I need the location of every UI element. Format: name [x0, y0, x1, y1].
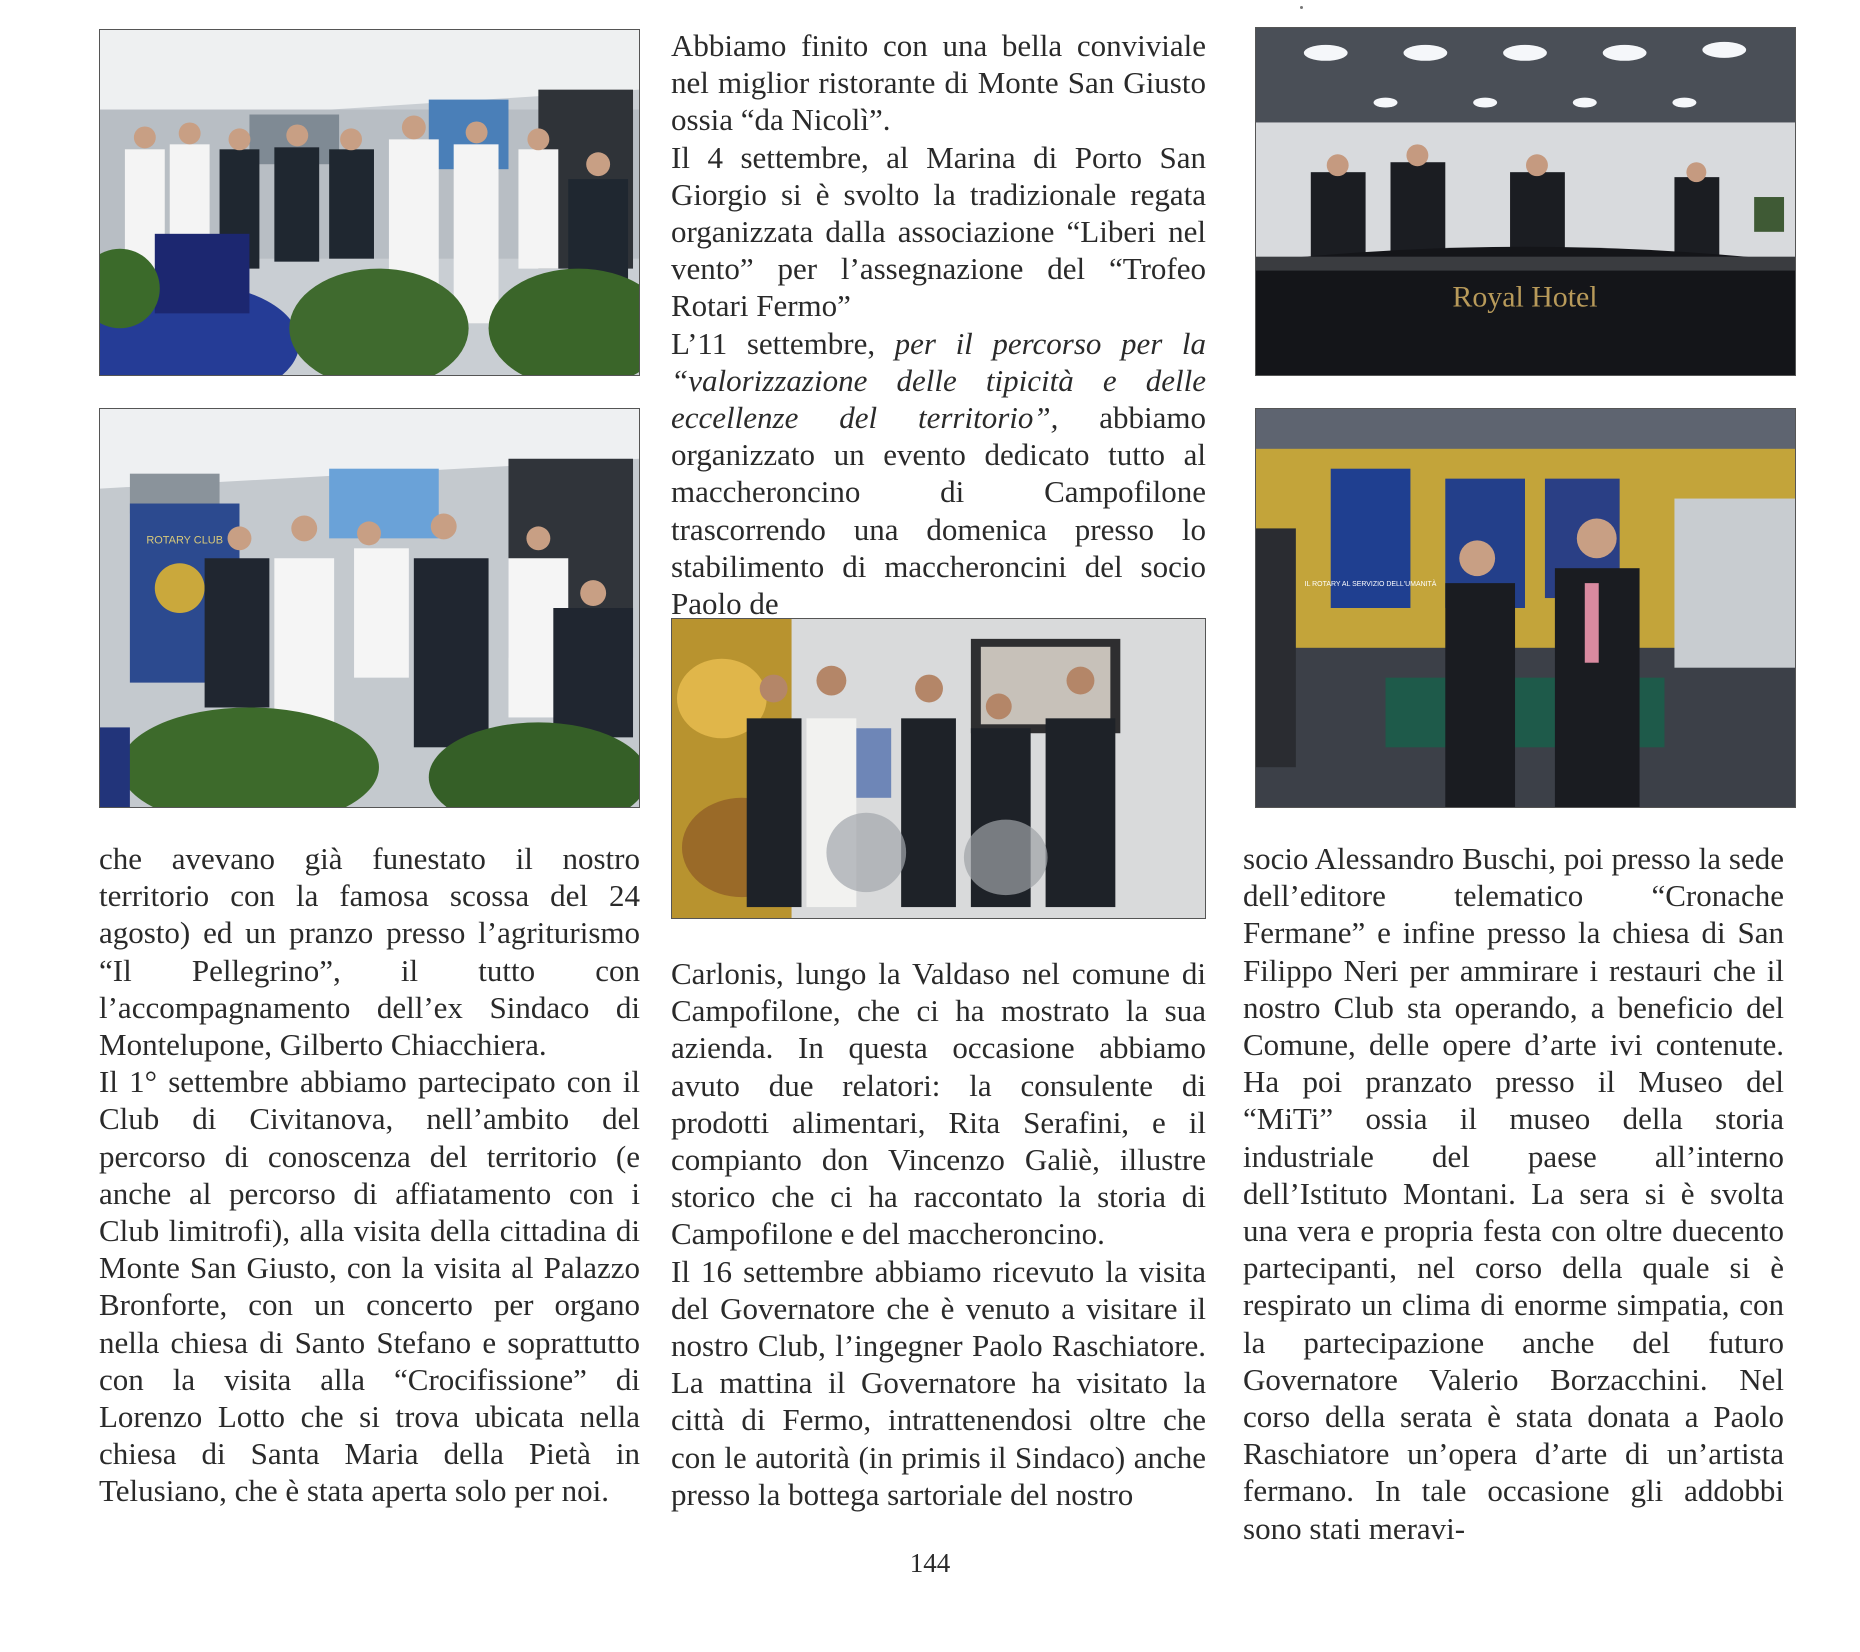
paragraph: Il 1° settembre abbiamo partecipato con il Club di Civitanova, nell’ambito del percorso di conoscenza del territorio (e anche al percorso di affiatamento con i Club limitrofi), alla visita della cittadina di Monte San Giusto, con la visita al Palazzo Bronforte, con un concerto per organo nella chiesa di Santo Stefano e soprattutto con la visita alla “Crocifissione” di Lorenzo Lotto che si trova ubicata nella chiesa di Santa Maria della Pietà in Telusiano, che è stata aperta solo per noi. [99, 1064, 640, 1509]
column-3-bottom-text [1243, 840, 1784, 1547]
photo-regatta-award-2 [99, 408, 640, 808]
text-run: L’11 settembre, [671, 325, 895, 361]
photo-governor-visit [1255, 408, 1796, 808]
royal-hotel-sign: Royal Hotel [1452, 280, 1598, 314]
paragraph: Carlonis, lungo la Valdaso nel comune di Campofilone, che ci ha mostrato la sua azienda. In questa occasione abbiamo avuto due relatori: la consulente di prodotti alimentari, Rita Serafini, e il compianto don Vincenzo Galiè, illustre storico che ci ha raccontato la storia di Campofilone e del maccheroncino. [671, 956, 1206, 1252]
italic-text-run: per il percorso per la “valorizzazione delle tipicità e delle eccellenze del territorio”, [671, 325, 1206, 436]
paragraph: socio Alessandro Buschi, poi presso la sede dell’editore telematico “Cronache Fermane” e infine presso la chiesa di San Filippo Neri per ammirare i restauri che il nostro Club sta operando, a beneficio del Comune, delle opere d’arte ivi contenute. Ha poi pranzato presso il Museo del “MiTi” ossia il museo della storia industriale del paese all’interno dell’Istituto Montani. La sera si è svolta una vera e propria festa con oltre duecento partecipanti, nel corso della quale si è respirato un clima di enorme simpatia, con la partecipazione anche del futuro Governatore Valerio Borzacchini. Nel corso della serata è stata donata a Paolo Raschiatore un’opera d’arte di un’artista fermano. In tale occasione gli addobbi sono stati meravi- [1243, 841, 1784, 1546]
hotel-stage-image [1256, 28, 1795, 375]
paragraph: Il 4 settembre, al Marina di Porto San Giorgio si è svolto la tradizionale regata organizzata dalla associazione “Liberi nel vento” per l’assegnazione del “Trofeo Rotari Fermo” [671, 139, 1206, 324]
text-run: abbiamo organizzato un evento dedicato tutto al maccheroncino di Campofilone trascorrendo una domenica presso lo stabilimento di maccheroncini del socio Paolo de [671, 400, 1206, 622]
column-2-top-text [671, 27, 1206, 622]
photo-regatta-award-1 [99, 29, 640, 376]
paragraph: Il 16 settembre abbiamo ricevuto la visita del Governatore che è venuto a visitare il nostro Club, l’ingegner Paolo Raschiatore. La mattina il Governatore ha visitato la città di Fermo, intrattenendosi oltre che con le autorità (in primis il Sindaco) anche presso la bottega sartoriale del nostro [671, 1253, 1206, 1512]
photo-hotel-stage [1255, 27, 1796, 376]
column-1-bottom-text [99, 840, 640, 1510]
governor-visit-image [1256, 409, 1795, 807]
regatta-award-image-1 [100, 30, 639, 375]
paragraph [671, 325, 1206, 623]
paragraph: Abbiamo finito con una bella conviviale nel miglior ristorante di Monte San Giusto ossia “da Nicolì”. [671, 28, 1206, 138]
regatta-award-image-2 [100, 409, 639, 807]
column-2-bottom-text [671, 955, 1206, 1513]
paragraph: che avevano già funestato il nostro territorio con la famosa scossa del 24 agosto) ed un pranzo presso l’agriturismo “Il Pellegrino”, il tutto con l’accompagnamento dell’ex Sindaco di Montelupone, Gilberto Chiacchiera. [99, 841, 640, 1063]
maccheroncino-event-image [672, 619, 1205, 918]
scan-speck [1300, 6, 1303, 9]
rotary-banner-text: ROTARY CLUB [146, 534, 224, 547]
humanity-banner-text: IL ROTARY AL SERVIZIO DELL'UMANITÀ [1304, 581, 1437, 589]
photo-maccheroncino-event [671, 618, 1206, 919]
page-number: 144 [909, 1548, 951, 1578]
